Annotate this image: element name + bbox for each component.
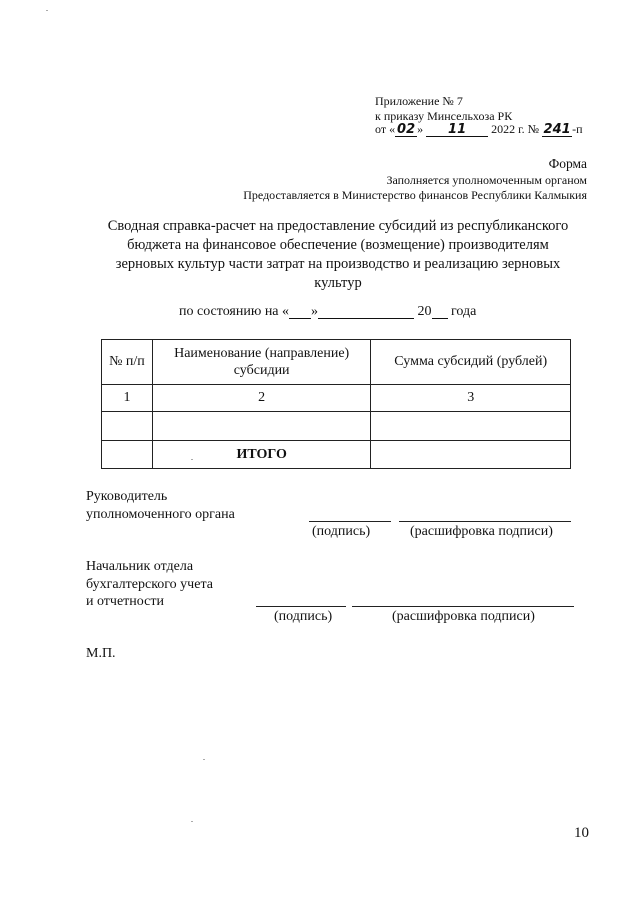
col-number-3: 3 (371, 385, 571, 412)
chief-signature-line (256, 606, 346, 607)
chief-title-line-3: и отчетности (86, 594, 164, 609)
head-title-line-2: уполномоченного органа (86, 507, 235, 522)
as-of-day-blank (289, 305, 311, 319)
empty-cell (371, 412, 571, 441)
form-label: Форма (548, 156, 587, 171)
empty-cell (102, 412, 153, 441)
date-month: 11 (426, 123, 488, 137)
scan-speck (203, 759, 205, 760)
document-title (80, 217, 596, 293)
chief-title-line-2: бухгалтерского учета (86, 577, 213, 592)
title-line-3: зерновых культур части затрат на производство и реализацию зерновых (115, 256, 561, 272)
date-day: 02 (397, 122, 416, 137)
as-of-prefix: по состоянию на « (179, 304, 290, 319)
date-prefix: от « (375, 122, 396, 136)
head-title-line-1: Руководитель (86, 489, 168, 504)
chief-decode-caption: (расшифровка подписи) (392, 609, 535, 624)
title-line-2: бюджета на финансовое обеспечение (возмещение) производителям (127, 237, 549, 253)
total-number-cell (102, 441, 153, 469)
as-of-year-blank (432, 305, 448, 319)
submitted-to-note: Предоставляется в Министерство финансов Республики Калмыкия (243, 188, 587, 202)
head-signature-line (309, 521, 391, 522)
appendix-title: Приложение № 7 (375, 94, 463, 108)
order-number: 241 (543, 122, 571, 137)
date-mid: » (417, 122, 424, 136)
seal-placeholder: М.П. (86, 646, 116, 661)
appendix-order-ref: к приказу Минсельхоза РК (375, 109, 513, 123)
total-label: ИТОГО (152, 441, 371, 469)
header-subsidy-name: Наименование (направление) субсидии (152, 340, 371, 385)
order-number-suffix: -п (572, 122, 583, 136)
as-of-month-blank (318, 305, 414, 319)
title-line-4: культур (314, 275, 362, 291)
as-of-mid: » (311, 304, 319, 319)
col-number-2: 2 (152, 385, 371, 412)
head-decode-caption: (расшифровка подписи) (410, 524, 553, 539)
col-number-1: 1 (102, 385, 153, 412)
head-decode-line (399, 521, 571, 522)
header-number: № п/п (102, 340, 153, 385)
scan-speck (191, 821, 193, 822)
as-of-suffix: года (451, 304, 477, 319)
filled-by-note: Заполняется уполномоченным органом (386, 173, 587, 187)
date-year: 2022 г. № (491, 122, 540, 136)
scan-speck (46, 10, 48, 11)
as-of-year-prefix: 20 (417, 304, 432, 319)
head-sign-caption: (подпись) (312, 524, 371, 539)
table-row-empty (102, 412, 571, 441)
as-of-date-line (179, 304, 476, 320)
table-row-total (102, 441, 571, 469)
chief-decode-line (352, 606, 574, 607)
header-subsidy-amount: Сумма субсидий (рублей) (371, 340, 571, 385)
subsidy-table (101, 339, 571, 469)
empty-cell (152, 412, 371, 441)
chief-title-line-1: Начальник отдела (86, 559, 194, 574)
appendix-date-line (375, 122, 583, 137)
table-header-row (102, 340, 571, 385)
page-number: 10 (574, 825, 589, 841)
table-row-numbering (102, 385, 571, 412)
scan-speck (191, 459, 193, 460)
total-amount-cell (371, 441, 571, 469)
chief-sign-caption: (подпись) (274, 609, 333, 624)
title-line-1: Сводная справка-расчет на предоставление субсидий из республиканского (107, 218, 569, 234)
